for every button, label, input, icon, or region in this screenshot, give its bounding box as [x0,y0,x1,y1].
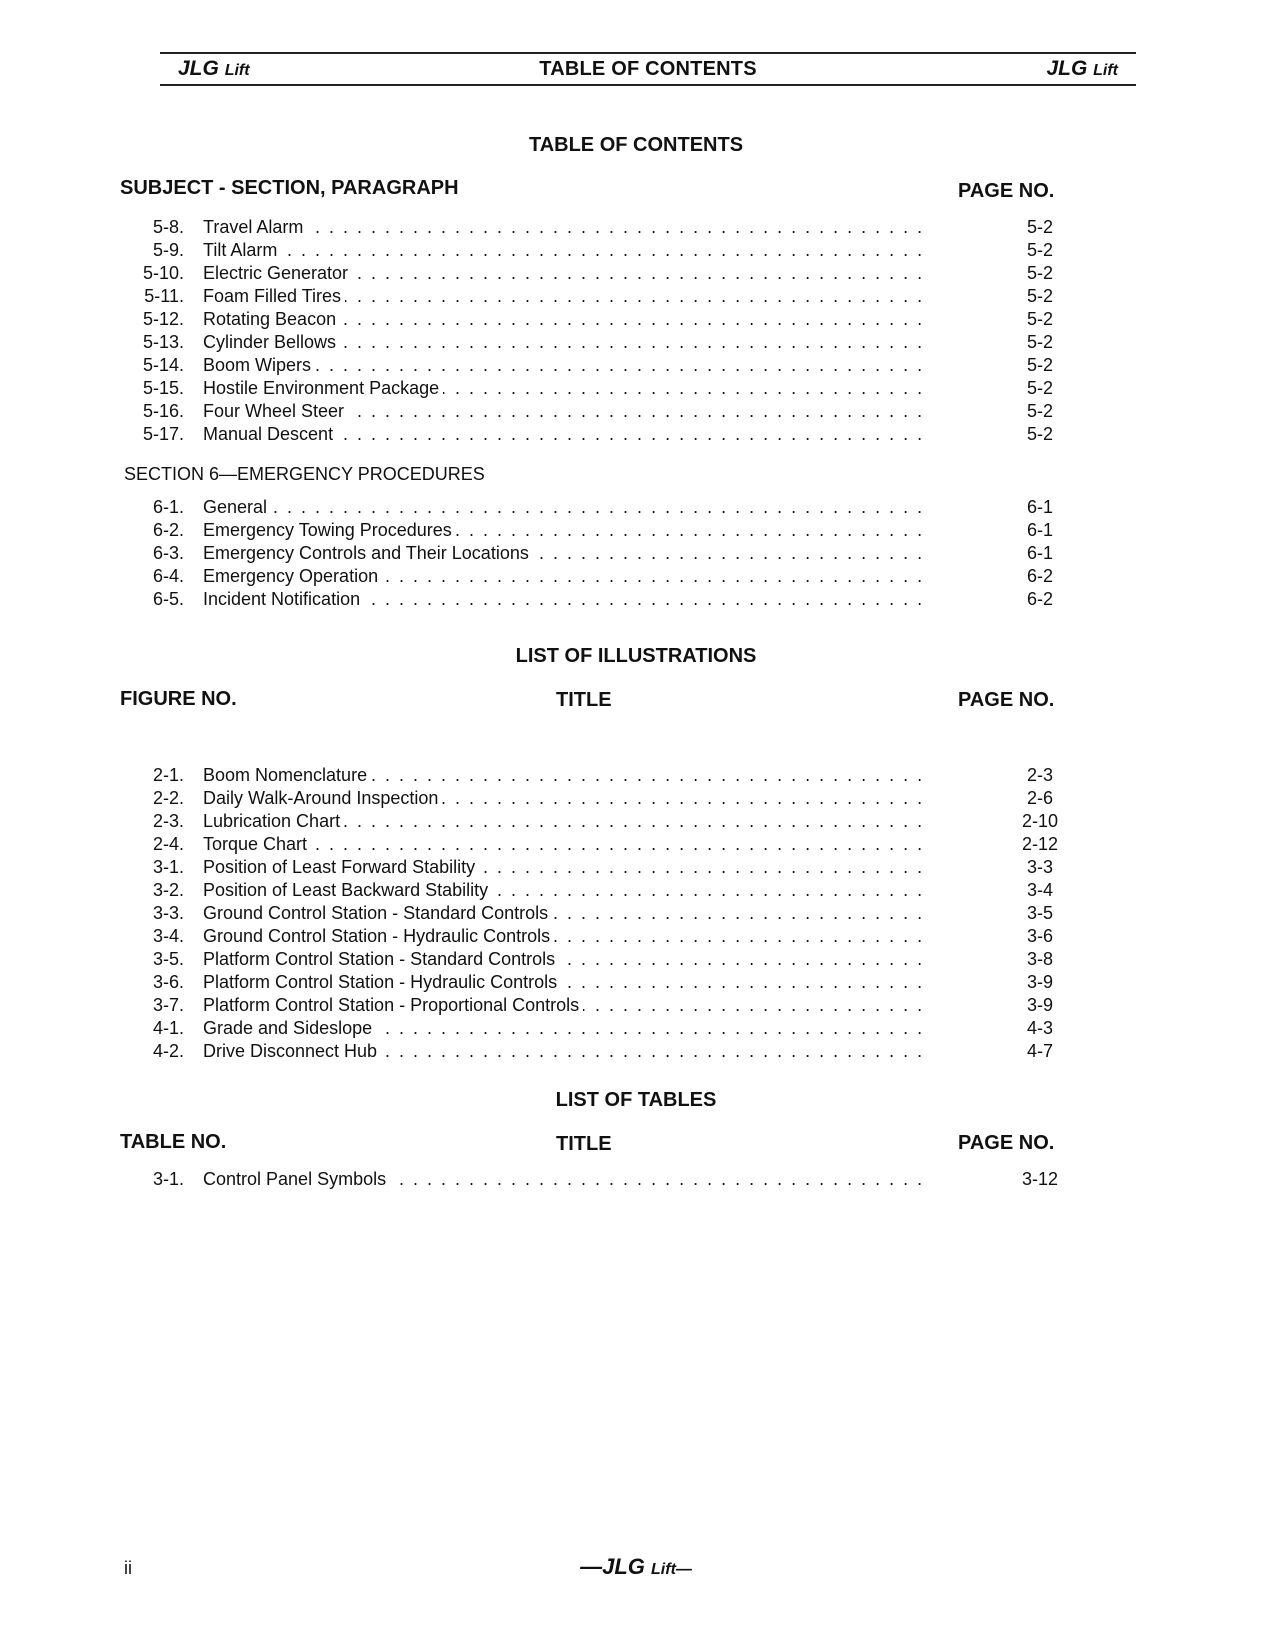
page-number: ii [124,1558,132,1578]
entry-page: 5-2 [1026,263,1053,283]
tables-title-column-header: TITLE [556,1133,612,1155]
entry-title-with-leader-dots [203,1168,928,1191]
running-header [160,52,1136,86]
entry-number: 3-1. [152,1169,184,1189]
toc-row [0,354,1272,377]
entry-title-with-leader-dots [203,377,928,400]
entry-title-with-leader-dots [203,565,928,588]
toc-row [0,377,1272,400]
toc-row [0,994,1272,1017]
figure-column-header: FIGURE NO. [120,688,237,710]
toc-row [0,331,1272,354]
entry-title-with-leader-dots [203,833,928,856]
entry-number: 5-10. [142,263,184,283]
entry-number: 5-11. [144,286,184,306]
entry-page: 6-2 [1026,566,1053,586]
entry-title: Incident Notification [203,589,364,609]
entry-title-with-leader-dots [203,925,928,948]
entry-title-with-leader-dots [203,1040,928,1063]
entry-title-with-leader-dots [203,948,928,971]
toc-row [0,423,1272,446]
tables-page-column-header: PAGE NO. [958,1132,1055,1154]
entry-title-with-leader-dots [203,308,928,331]
entry-title-with-leader-dots [203,1017,928,1040]
toc-row [0,833,1272,856]
entry-number: 6-5. [152,589,184,609]
toc-row [0,1017,1272,1040]
entry-page: 3-8 [1026,949,1053,969]
entry-page: 3-9 [1026,995,1053,1015]
header-brand-left: JLG Lift [178,57,250,80]
entry-page: 2-3 [1026,765,1053,785]
entry-title-with-leader-dots [203,764,928,787]
entry-title: Grade and Sideslope [203,1018,376,1038]
entry-number: 5-8. [152,217,184,237]
entry-number: 3-1. [152,857,184,877]
entry-page: 5-2 [1026,332,1053,352]
toc-row [0,902,1272,925]
entry-title-with-leader-dots [203,354,928,377]
toc-row [0,239,1272,262]
entry-page: 4-3 [1026,1018,1053,1038]
entry-number: 5-13. [142,332,184,352]
illustrations-title-column-header: TITLE [556,689,612,711]
entry-page: 2-12 [1021,834,1059,854]
entry-title-with-leader-dots [203,239,928,262]
entry-title-with-leader-dots [203,262,928,285]
tables-entry-list [0,1168,1272,1191]
toc-row [0,496,1272,519]
entry-number: 3-6. [152,972,184,992]
entry-title: General [203,497,271,517]
toc-subject-column-header: SUBJECT - SECTION, PARAGRAPH [120,177,459,199]
table-no-column-header: TABLE NO. [120,1131,227,1153]
entry-title-with-leader-dots [203,971,928,994]
entry-title: Lubrication Chart [203,811,344,831]
toc-row [0,262,1272,285]
entry-page: 5-2 [1026,217,1053,237]
entry-page: 6-1 [1026,520,1053,540]
entry-page: 2-6 [1026,788,1053,808]
tables-heading: LIST OF TABLES [555,1089,717,1111]
entry-title-with-leader-dots [203,902,928,925]
entry-title-with-leader-dots [203,856,928,879]
entry-title-with-leader-dots [203,519,928,542]
entry-page: 5-2 [1026,355,1053,375]
entry-title-with-leader-dots [203,879,928,902]
entry-title-with-leader-dots [203,588,928,611]
entry-number: 3-2. [152,880,184,900]
header-title: TABLE OF CONTENTS [539,57,757,80]
toc-row [0,810,1272,833]
entry-number: 5-17. [142,424,184,444]
entry-page: 3-4 [1026,880,1053,900]
entry-title-with-leader-dots [203,216,928,239]
entry-title: Rotating Beacon [203,309,340,329]
entry-title: Ground Control Station - Standard Controls [203,903,552,923]
entry-page: 5-2 [1026,286,1053,306]
entry-page: 2-10 [1021,811,1059,831]
entry-page: 3-12 [1021,1169,1059,1189]
entry-number: 5-14. [142,355,184,375]
entry-page: 6-1 [1026,497,1053,517]
entry-number: 3-4. [152,926,184,946]
entry-number: 6-1. [152,497,184,517]
entry-number: 5-12. [142,309,184,329]
entry-page: 3-5 [1026,903,1053,923]
entry-title-with-leader-dots [203,400,928,423]
entry-title: Position of Least Backward Stability [203,880,492,900]
entry-number: 5-16. [142,401,184,421]
entry-page: 6-2 [1026,589,1053,609]
entry-title: Foam Filled Tires [203,286,345,306]
toc-row [0,542,1272,565]
toc-row [0,925,1272,948]
entry-title-with-leader-dots [203,285,928,308]
entry-title: Manual Descent [203,424,337,444]
entry-number: 2-2. [152,788,184,808]
toc-row [0,285,1272,308]
entry-number: 5-15. [142,378,184,398]
header-brand-right: JLG Lift [1046,57,1118,80]
entry-number: 2-4. [152,834,184,854]
illustrations-entry-list [0,764,1272,1063]
entry-title: Travel Alarm [203,217,307,237]
entry-title: Daily Walk-Around Inspection [203,788,442,808]
entry-title: Four Wheel Steer [203,401,348,421]
section-6-title: SECTION 6—EMERGENCY PROCEDURES [124,464,485,484]
entry-title-with-leader-dots [203,496,928,519]
toc-row [0,588,1272,611]
illustrations-heading: LIST OF ILLUSTRATIONS [515,645,757,667]
illustrations-page-column-header: PAGE NO. [958,689,1055,711]
entry-title: Drive Disconnect Hub [203,1041,381,1061]
toc-row [0,1168,1272,1191]
toc-row [0,400,1272,423]
entry-page: 3-3 [1026,857,1053,877]
toc-row [0,787,1272,810]
entry-title: Electric Generator [203,263,352,283]
entry-title: Boom Wipers [203,355,315,375]
entry-title: Emergency Towing Procedures [203,520,456,540]
entry-page: 4-7 [1026,1041,1053,1061]
entry-title: Position of Least Forward Stability [203,857,479,877]
entry-title: Cylinder Bellows [203,332,340,352]
entry-page: 5-2 [1026,240,1053,260]
entry-title: Platform Control Station - Hydraulic Controls [203,972,561,992]
toc-row [0,948,1272,971]
entry-number: 3-3. [152,903,184,923]
entry-page: 3-6 [1026,926,1053,946]
section-6-entry-list [0,496,1272,611]
entry-title: Emergency Operation [203,566,382,586]
entry-title: Ground Control Station - Hydraulic Controls [203,926,554,946]
entry-number: 3-5. [152,949,184,969]
entry-title: Torque Chart [203,834,311,854]
entry-title: Hostile Environment Package [203,378,443,398]
toc-row [0,971,1272,994]
toc-row [0,216,1272,239]
entry-number: 4-2. [152,1041,184,1061]
entry-title-with-leader-dots [203,542,928,565]
entry-title-with-leader-dots [203,810,928,833]
entry-title-with-leader-dots [203,423,928,446]
entry-number: 4-1. [152,1018,184,1038]
entry-page: 3-9 [1026,972,1053,992]
toc-row [0,879,1272,902]
entry-number: 3-7. [152,995,184,1015]
entry-number: 5-9. [152,240,184,260]
footer-brand: —JLG Lift— [580,1554,692,1579]
toc-row [0,565,1272,588]
toc-row [0,856,1272,879]
toc-row [0,308,1272,331]
entry-number: 2-1. [152,765,184,785]
entry-title: Platform Control Station - Standard Controls [203,949,559,969]
entry-page: 5-2 [1026,309,1053,329]
entry-title: Control Panel Symbols [203,1169,390,1189]
entry-number: 2-3. [152,811,184,831]
entry-page: 5-2 [1026,401,1053,421]
toc-row [0,1040,1272,1063]
entry-title: Platform Control Station - Proportional Controls [203,995,583,1015]
entry-title-with-leader-dots [203,331,928,354]
entry-page: 5-2 [1026,378,1053,398]
entry-number: 6-3. [152,543,184,563]
toc-row [0,519,1272,542]
toc-heading: TABLE OF CONTENTS [528,134,744,156]
entry-number: 6-2. [152,520,184,540]
toc-row [0,764,1272,787]
toc-page-column-header: PAGE NO. [958,180,1055,202]
entry-page: 5-2 [1026,424,1053,444]
entry-title: Tilt Alarm [203,240,281,260]
entry-title-with-leader-dots [203,994,928,1017]
entry-page: 6-1 [1026,543,1053,563]
entry-title-with-leader-dots [203,787,928,810]
entry-number: 6-4. [152,566,184,586]
entry-title: Boom Nomenclature [203,765,371,785]
toc-entry-list [0,216,1272,446]
entry-title: Emergency Controls and Their Locations [203,543,533,563]
